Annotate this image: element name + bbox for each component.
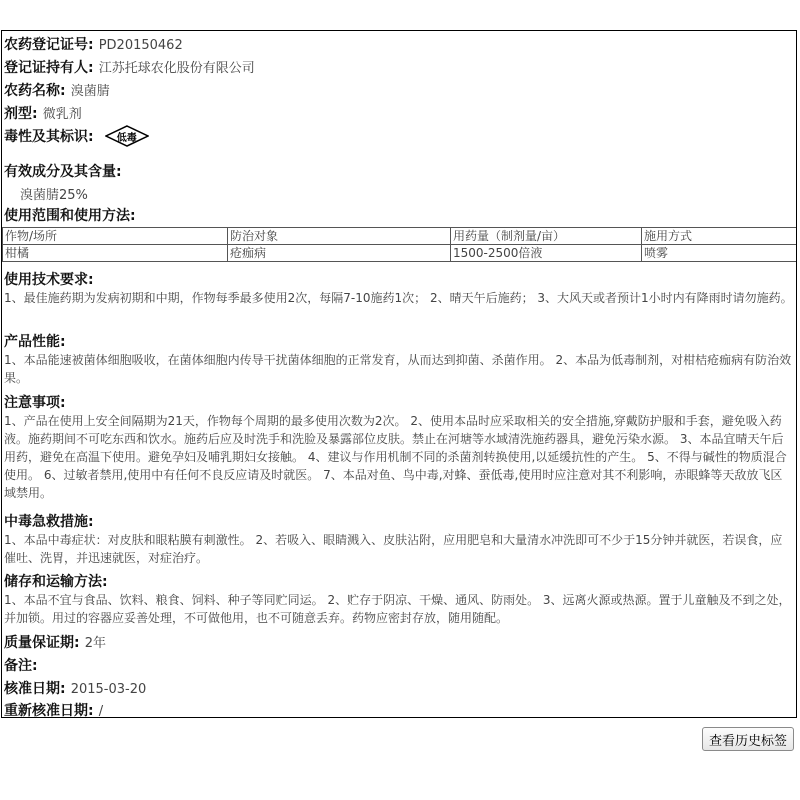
usage-header-dosage: 用药量（制剂量/亩） bbox=[451, 228, 642, 245]
remarks-label: 备注: bbox=[4, 658, 38, 674]
usage-heading-row bbox=[4, 205, 794, 225]
reapproval-date-row bbox=[4, 700, 794, 718]
precautions-label: 注意事项: bbox=[4, 395, 66, 411]
warranty-row bbox=[4, 632, 794, 652]
name-value: 溴菌腈 bbox=[70, 84, 110, 99]
ingredients-row bbox=[4, 161, 794, 203]
warranty-label: 质量保证期: bbox=[4, 635, 80, 651]
tech-label: 使用技术要求: bbox=[4, 272, 94, 288]
name-label: 农药名称: bbox=[4, 83, 66, 99]
ingredients-label: 有效成分及其含量: bbox=[4, 164, 122, 180]
tech-text: 1、最佳施药期为发病初期和中期，作物每季最多使用2次，每隔7-10施药1次； 2、晴天午后施药； 3、大风天或者预计1小时内有降雨时请勿施药。 bbox=[4, 291, 793, 305]
diamond-toxicity-icon bbox=[105, 125, 149, 147]
tech-section bbox=[4, 269, 794, 307]
formulation-label: 剂型: bbox=[4, 106, 38, 122]
name-row bbox=[4, 80, 794, 100]
formulation-row bbox=[4, 103, 794, 123]
holder-value: 江苏托球农化股份有限公司 bbox=[98, 61, 255, 76]
performance-section bbox=[4, 331, 794, 387]
performance-label: 产品性能: bbox=[4, 334, 66, 350]
warranty-value: 2年 bbox=[84, 636, 106, 651]
usage-label: 使用范围和使用方法: bbox=[4, 208, 136, 224]
reapproval-date-label: 重新核准日期: bbox=[4, 703, 94, 718]
remarks-row bbox=[4, 655, 794, 675]
reg-no-label: 农药登记证号: bbox=[4, 37, 94, 53]
reg-no-row bbox=[4, 34, 794, 54]
approval-date-row bbox=[4, 678, 794, 698]
approval-date-label: 核准日期: bbox=[4, 681, 66, 697]
usage-header-crop: 作物/场所 bbox=[3, 228, 228, 245]
usage-table bbox=[2, 227, 797, 262]
usage-table-header bbox=[3, 228, 798, 245]
ingredients-value: 溴菌腈25% bbox=[20, 188, 88, 203]
usage-header-target: 防治对象 bbox=[228, 228, 451, 245]
toxicity-label: 毒性及其标识: bbox=[4, 129, 94, 145]
first-aid-section bbox=[4, 511, 794, 567]
toxicity-row bbox=[4, 125, 794, 147]
usage-cell-dosage: 1500-2500倍液 bbox=[451, 245, 642, 262]
view-history-label-button[interactable]: 查看历史标签 bbox=[702, 727, 794, 751]
precautions-section bbox=[4, 392, 794, 502]
first-aid-text: 1、本品中毒症状：对皮肤和眼粘膜有刺激性。 2、若吸入、眼睛溅入、皮肤沾附，应用肥皂和大量清水冲洗即可不少于15分钟并就医，若误食，应催吐、洗胃，并迅速就医，对症治疗。 bbox=[4, 533, 783, 565]
reg-no-value: PD20150462 bbox=[98, 38, 183, 53]
storage-label: 储存和运输方法: bbox=[4, 574, 108, 590]
toxicity-badge-text: 低毒 bbox=[116, 133, 137, 144]
holder-label: 登记证持有人: bbox=[4, 60, 94, 76]
formulation-value: 微乳剂 bbox=[42, 107, 82, 122]
storage-text: 1、本品不宜与食品、饮料、粮食、饲料、种子等同贮同运。 2、贮存于阴凉、干燥、通风、防雨处。 3、远离火源或热源。置于儿童触及不到之处，并加锁。用过的容器应妥善处理，不可做他用，也不可随意丢弃。药物应密封存放，随用随配。 bbox=[4, 593, 791, 625]
usage-cell-method: 喷雾 bbox=[642, 245, 798, 262]
performance-text: 1、本品能速被菌体细胞吸收，在菌体细胞内传导干扰菌体细胞的正常发育，从而达到抑菌、杀菌作用。 2、本品为低毒制剂，对柑桔疮痂病有防治效果。 bbox=[4, 353, 792, 385]
pesticide-label-panel bbox=[1, 30, 797, 718]
table-row bbox=[3, 245, 798, 262]
usage-cell-crop: 柑橘 bbox=[3, 245, 228, 262]
holder-row bbox=[4, 57, 794, 77]
precautions-text: 1、产品在使用上安全间隔期为21天，作物每个周期的最多使用次数为2次。 2、使用本品时应采取相关的安全措施,穿戴防护服和手套，避免吸入药液。施药期间不可吃东西和饮水。施药后应及时洗手和洗脸及暴露部位皮肤。禁止在河塘等水域清洗施药器具，避免污染水源。 3、本品宜晴天午后用药，避免在高温下使用。避免孕妇及哺乳期妇女接触。 4、建议与作用机制不同的杀菌剂转换使用,以延缓抗性的产生。 5、不得与碱性的物质混合使用。 6、过敏者禁用,使用中有任何不良反应请及时就医。 7、本品对鱼、鸟中毒,对蜂、蚕低毒,使用时应注意对其不利影响，赤眼蜂等天敌放飞区域禁用。 bbox=[4, 414, 787, 500]
approval-date-value: 2015-03-20 bbox=[70, 682, 147, 697]
first-aid-label: 中毒急救措施: bbox=[4, 514, 94, 530]
reapproval-date-value: / bbox=[98, 704, 104, 718]
usage-header-method: 施用方式 bbox=[642, 228, 798, 245]
usage-cell-target: 疮痂病 bbox=[228, 245, 451, 262]
storage-section bbox=[4, 571, 794, 627]
